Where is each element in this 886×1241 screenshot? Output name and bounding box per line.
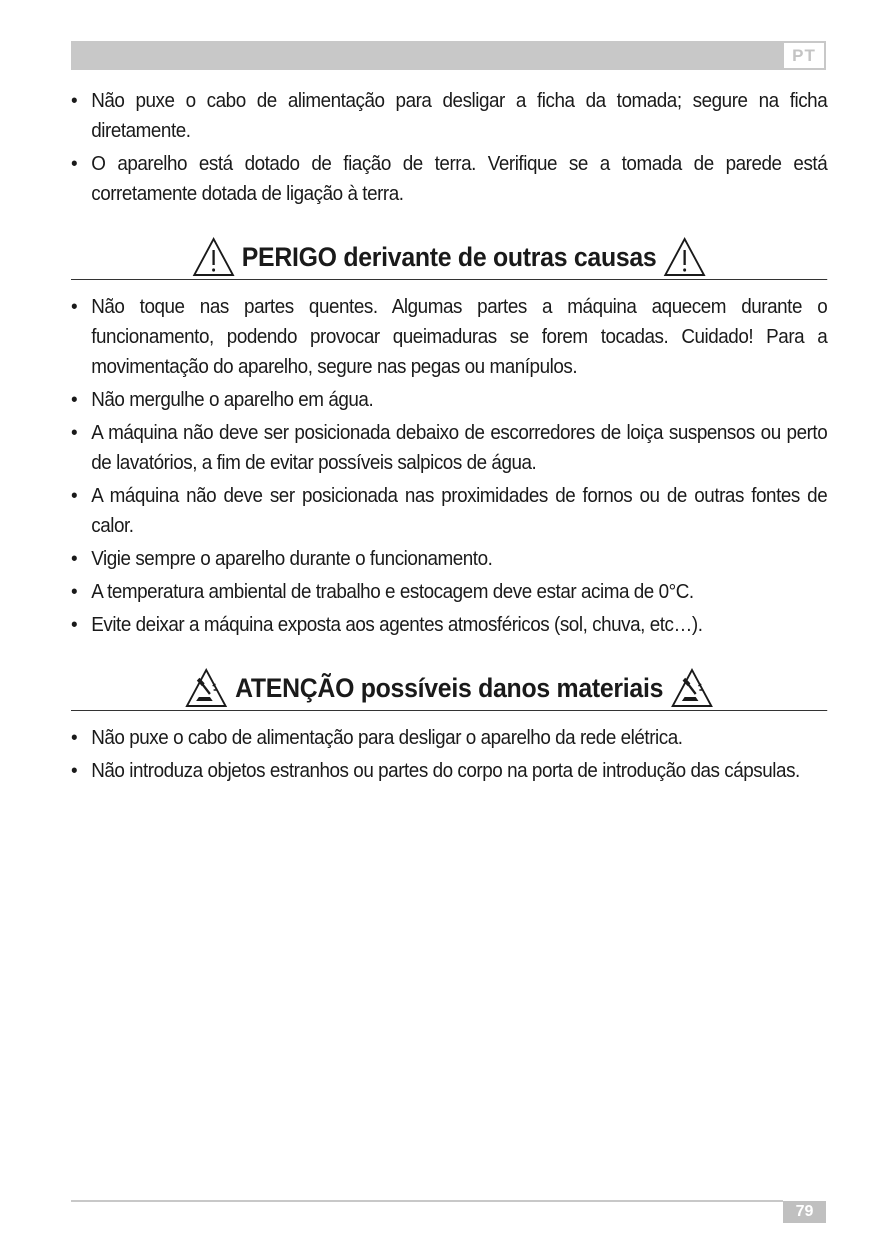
list-item: • A temperatura ambiental de trabalho e estocagem deve estar acima de 0°C.: [71, 577, 827, 607]
caution-list: [71, 723, 827, 786]
list-item: • Não toque nas partes quentes. Algumas partes a máquina aquecem durante o funcionamento, podendo provocar queimaduras se forem tocadas. Cuidado! Para a movimentação do aparelho, segure nas pegas ou manípulos.: [71, 292, 827, 382]
language-badge: PT: [784, 43, 824, 68]
list-item: • Não introduza objetos estranhos ou partes do corpo na porta de introdução das cápsulas.: [71, 756, 827, 786]
list-item: • Não puxe o cabo de alimentação para desligar a ficha da tomada; segure na ficha diretamente.: [71, 86, 827, 146]
caution-section-title: ATENÇÃO possíveis danos materiais: [235, 673, 664, 703]
list-item: • Não puxe o cabo de alimentação para desligar o aparelho da rede elétrica.: [71, 723, 827, 753]
danger-section-heading: [71, 237, 827, 280]
warning-triangle-hammer-icon: [185, 668, 227, 708]
list-item: • A máquina não deve ser posicionada debaixo de escorredores de loiça suspensos ou perto de lavatórios, a fim de evitar possíveis salpicos de água.: [71, 418, 827, 478]
footer-divider: [71, 1200, 783, 1202]
page-number: 79: [783, 1201, 826, 1223]
header-bar: [71, 41, 826, 70]
intro-list: [71, 86, 827, 209]
warning-triangle-exclamation-icon: [192, 237, 234, 277]
page-content: [71, 86, 827, 789]
caution-section-heading: [71, 668, 827, 711]
list-item: • Vigie sempre o aparelho durante o funcionamento.: [71, 544, 827, 574]
warning-triangle-exclamation-icon: [664, 237, 706, 277]
list-item: • Evite deixar a máquina exposta aos agentes atmosféricos (sol, chuva, etc…).: [71, 610, 827, 640]
list-item: • O aparelho está dotado de fiação de terra. Verifique se a tomada de parede está corretamente dotada de ligação à terra.: [71, 149, 827, 209]
danger-list: [71, 292, 827, 640]
danger-section-title: PERIGO derivante de outras causas: [241, 242, 657, 272]
warning-triangle-hammer-icon: [670, 668, 712, 708]
list-item: • Não mergulhe o aparelho em água.: [71, 385, 827, 415]
list-item: • A máquina não deve ser posicionada nas proximidades de fornos ou de outras fontes de calor.: [71, 481, 827, 541]
